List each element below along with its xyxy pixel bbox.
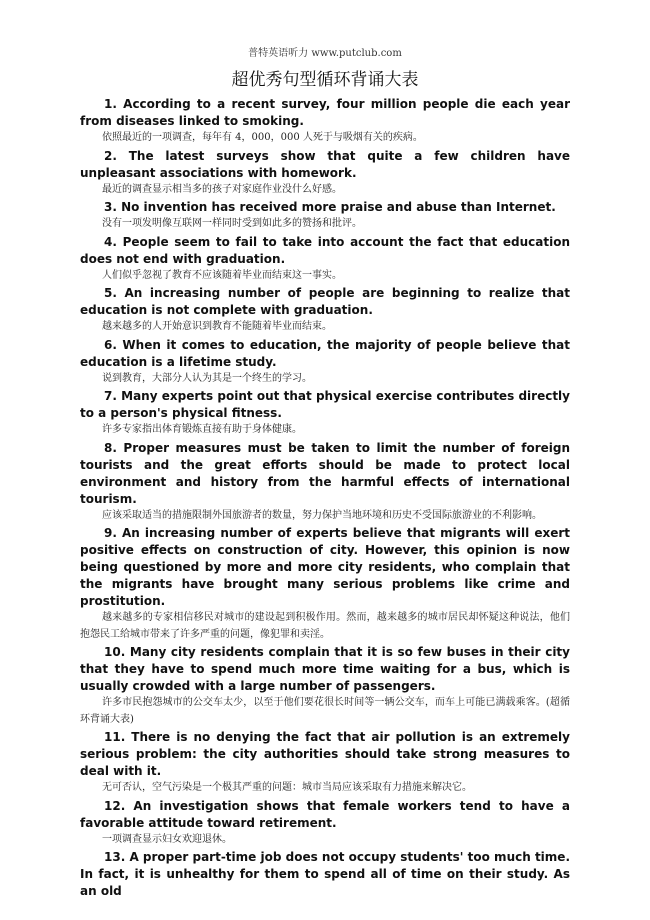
sentence-item [80, 849, 570, 900]
sentence-item [80, 729, 570, 797]
chinese-translation: 最近的调查显示相当多的孩子对家庭作业没什么好感。 [102, 183, 342, 195]
chinese-translation: 无可否认，空气污染是一个极其严重的问题：城市当局应该采取有力措施来解决它。 [102, 782, 472, 793]
english-sentence: 11. There is no denying the fact that air pollution is an extremely serious problem: the city authorities should take strong measures to deal with it. [80, 730, 570, 778]
chinese-translation: 越来越多的人开始意识到教育不能随着毕业而结束。 [102, 321, 332, 332]
english-sentence: 3. No invention has received more praise and abuse than Internet. [104, 200, 556, 214]
english-sentence: 12. An investigation shows that female workers tend to have a favorable attitude toward retirement. [80, 798, 570, 830]
sentence-list [80, 96, 570, 900]
chinese-translation: 越来越多的专家相信移民对城市的建设起到积极作用。然而，越来越多的城市居民却怀疑这种说法，他们抱怨民工给城市带来了许多严重的问题，像犯罪和卖淫。 [80, 612, 570, 640]
sentence-item [80, 285, 570, 336]
chinese-translation: 说到教育，大部分人认为其是一个终生的学习。 [102, 372, 312, 384]
english-sentence: 5. An increasing number of people are beginning to realize that education is not complete with graduation. [80, 286, 570, 317]
english-sentence: 10. Many city residents complain that it is so few buses in their city that they have to spend much more time waiting for a bus, which is usually crowded with a large number of passengers. [80, 645, 570, 693]
sentence-item [80, 337, 570, 388]
english-sentence: 7. Many experts point out that physical exercise contributes directly to a person's physical fitness. [80, 389, 570, 420]
chinese-translation: 人们似乎忽视了教育不应该随着毕业而结束这一事实。 [102, 269, 342, 281]
english-sentence: 1. According to a recent survey, four million people die each year from diseases linked to smoking. [80, 97, 570, 128]
sentence-item [80, 644, 570, 728]
english-sentence: 6. When it comes to education, the majority of people believe that education is a lifetime study. [80, 337, 570, 369]
chinese-translation: 一项调查显示妇女欢迎退休。 [102, 833, 232, 845]
sentence-item [80, 234, 570, 285]
sentence-item [80, 440, 570, 525]
sentence-item [80, 388, 570, 439]
sentence-item [80, 148, 570, 199]
sentence-item [80, 96, 570, 147]
page-header: 普特英语听力 www.putclub.com [248, 48, 402, 59]
english-sentence: 8. Proper measures must be taken to limit the number of foreign tourists and the great efforts should be made to protect local environment and history from the harmful effects of international tourism. [80, 440, 570, 506]
chinese-translation: 许多专家指出体育锻炼直接有助于身体健康。 [102, 424, 302, 435]
chinese-translation: 应该采取适当的措施限制外国旅游者的数量，努力保护当地环境和历史不受国际旅游业的不利影响。 [102, 509, 542, 521]
chinese-translation: 许多市民抱怨城市的公交车太少，以至于他们要花很长时间等一辆公交车，而车上可能已满载乘客。(超循环背诵大表) [80, 697, 570, 725]
sentence-item [80, 525, 570, 643]
chinese-translation: 没有一项发明像互联网一样同时受到如此多的赞扬和批评。 [102, 218, 362, 229]
english-sentence: 9. An increasing number of experts believe that migrants will exert positive effects on construction of city. However, this opinion is now being questioned by more and more city residents, who complain that the migrants have brought many serious problems like crime and prostitution. [80, 526, 570, 608]
sentence-item [80, 199, 570, 233]
english-sentence: 13. A proper part-time job does not occupy students' too much time. In fact, it is unhealthy for them to spend all of time on their study. As an old [80, 850, 570, 898]
english-sentence: 2. The latest surveys show that quite a few children have unpleasant associations with homework. [80, 148, 570, 180]
page-title: 超优秀句型循环背诵大表 [231, 70, 419, 90]
english-sentence: 4. People seem to fail to take into account the fact that education does not end with graduation. [80, 234, 570, 266]
sentence-item [80, 798, 570, 849]
chinese-translation: 依照最近的一项调查，每年有 4，000，000 人死于与吸烟有关的疾病。 [102, 132, 423, 143]
